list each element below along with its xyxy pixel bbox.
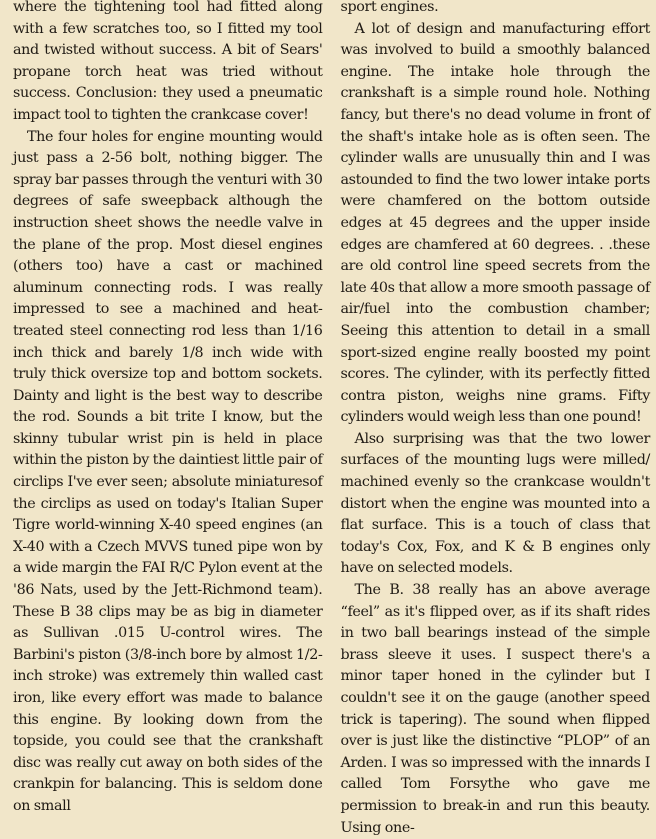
paragraph: The B. 38 really has an above average “feel” as it's flipped over, as if its shaft rides in two ball bearings instead of the simple brass sleeve it uses. I suspect there's a minor taper honed in the cylinder but I couldn't see it on the gauge (another speed trick is tapering). The sound when flipped over is just like the distinctive “PLOP” of an Arden. I was so impressed with the innards I called Tom Forsythe who gave me permission to break-in and run this beauty. Using one- (340, 582, 650, 836)
right-text-column (340, 0, 651, 836)
paragraph: sport engines. (340, 0, 439, 15)
paragraph: A lot of design and manufacturing effort was involved to build a smoothly balanced engine. The intake hole through the crankshaft is a simple round hole. Nothing fancy, but there's no dead volume in front of the shaft's intake hole as is often seen. The cylinder walls are unusually thin and I was astounded to find the two lower intake ports were chamfered on the bottom outside edges at 45 degrees and the upper inside edges are chamfered at 60 degrees. . .these are old control line speed secrets from the late 40s that allow a more smooth passage of air/fuel into the combustion chamber; Seeing this attention to detail in a small sport-sized engine really boosted my point scores. The cylinder, with its perfectly fitted contra piston, weighs nine grams. Fifty cylinders would weigh less than one pound! (340, 20, 650, 426)
left-text-column (13, 0, 323, 814)
paragraph: Also surprising was that the two lower surfaces of the mounting lugs were milled/ machined evenly so the crankcase wouldn't distort when the engine was mounted into a flat surface. This is a touch of class that today's Cox, Fox, and K & B engines only have on selected models. (340, 430, 650, 577)
paragraph: The four holes for engine mounting would just pass a 2-56 bolt, nothing bigger. The spray bar passes through the venturi with 30 degrees of safe sweepback although the instruction sheet shows the needle valve in the plane of the prop. Most diesel engines (others too) have a cast or machined aluminum connecting rods. I was really impressed to see a machined and heat-treated steel connecting rod less than 1/16 inch thick and barely 1/8 inch wide with truly thick oversize top and bottom sockets. Dainty and light is the best way to describe the rod. Sounds a bit trite I know, but the skinny tubular wrist pin is held in place within the piston by the daintiest little pair of circlips I've ever seen; absolute miniaturesof the circlips as used on today's Italian Super Tigre world-winning X-40 speed engines (an X-40 with a Czech MVVS tuned pipe won by a wide margin the FAI R/C Pylon event at the '86 Nats, used by the Jett-Richmond team). These B 38 clips may be as big in diameter as Sullivan .015 U-control wires. The Barbini's piston (3/8-inch bore by almost 1/2-inch stroke) was extremely thin walled cast iron, like every effort was made to balance this engine. By looking down from the topside, you could see that the crankshaft disc was really cut away on both sides of the crankpin for balancing. This is seldom done on small (13, 128, 323, 814)
paragraph: where the tightening tool had fitted along with a few scratches too, so I fitted my tool and twisted without success. A bit of Sears' propane torch heat was tried without success. Conclusion: they used a pneumatic impact tool to tighten the crankcase cover! (13, 0, 323, 123)
